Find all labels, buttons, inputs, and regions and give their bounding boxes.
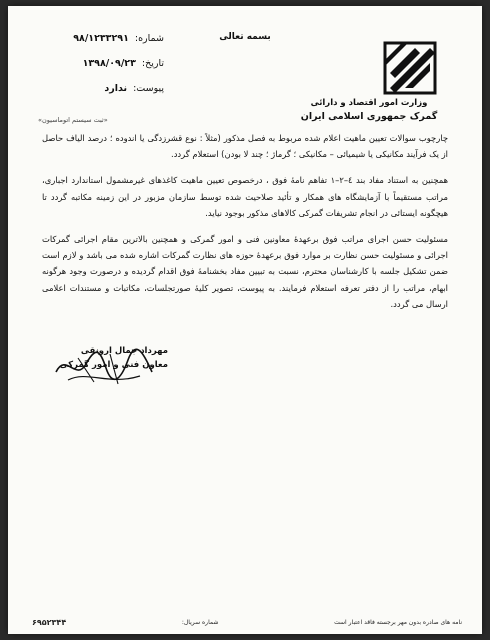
handwritten-signature-icon <box>48 342 158 390</box>
footer-note: نامه های صادره بدون مهر برجسته فاقد اعتبار است <box>334 619 462 626</box>
letter-body <box>42 130 448 322</box>
letter-page <box>8 6 482 634</box>
basmala: بسمه تعالی <box>219 32 271 42</box>
serial-label: شماره سریال: <box>181 619 219 626</box>
attachment-row <box>36 76 164 101</box>
attachment-value: ندارد <box>104 83 128 94</box>
signer-name: مهرداد جمال ارونقی <box>80 346 168 356</box>
date-row <box>36 51 164 76</box>
footer-code: ۶۹۵۲۳۴۴ <box>32 618 67 627</box>
ministry-name: وزارت امور اقتصاد و دارائی <box>310 98 428 108</box>
organization-heading <box>294 96 444 124</box>
signer-title: معاون فنی و امور گمرکی <box>59 360 168 370</box>
number-label: شماره: <box>134 33 164 44</box>
system-note: «ثبت سیستم اتوماسیون» <box>38 116 108 124</box>
date-value: ۱۳۹۸/۰۹/۲۳ <box>82 58 136 69</box>
number-value: ۹۸/۱۲۳۳۲۹۱ <box>73 33 129 44</box>
letter-meta <box>36 26 164 101</box>
customs-name: گمرک جمهوری اسلامی ایران <box>300 111 438 122</box>
number-row <box>36 26 164 51</box>
customs-logo-icon <box>382 40 438 96</box>
signature-block <box>48 344 168 372</box>
paragraph-1: چارچوب سوالات تعیین ماهیت اعلام شده مربوط به فصل مذکور (مثلاً : نوع قشرزدگی یا اندوده ؛ درصد الیاف حاصل از یک فرآیند مکانیکی یا شیمیائی – مکانیکی ؛ گرماژ ؛ چند لا بودن) استعلام گردد. <box>42 133 448 160</box>
date-label: تاریخ: <box>141 58 164 69</box>
paragraph-3: مسئولیت حسن اجرای مراتب فوق برعهدهٔ معاونین فنی و امور گمرکی و همچنین بالاترین مقام اجرائی گمرکات اجرائی و مسئولیت حسن نظارت بر موارد فوق برعهدهٔ حوزه های نظارت گمرکات اشاره شده می باشد و لازم است ضمن تشکیل جلسه با کارشناسان محترم، نسبت به تبیین مفاد بخشنامهٔ فوق اقدام گردیده و درصورت وجود هرگونه ابهام، مراتب را از دفتر تعرفه استعلام فرمایند. به پیوست، تصویر کلیهٔ صورتجلسات، مکاتبات و مستندات اعلامی ارسال می گردد. <box>42 234 448 309</box>
attachment-label: پیوست: <box>133 83 164 94</box>
paragraph-2: همچنین به استناد مفاد بند ٤–٢–١ تفاهم نامهٔ فوق ، درخصوص تعیین ماهیت کاغذهای غیرمشمول استاندارد اجباری، مراتب مستقیماً با آزمایشگاه های همکار و تأئید صلاحیت شده توسط سازمان مزبور در این زمینه مکاتبه گردد تا هیچگونه ایستائی در انجام تشریفات گمرکی کالاهای مذکور بوجود نیاید. <box>42 175 449 218</box>
letter-footer <box>32 618 462 627</box>
